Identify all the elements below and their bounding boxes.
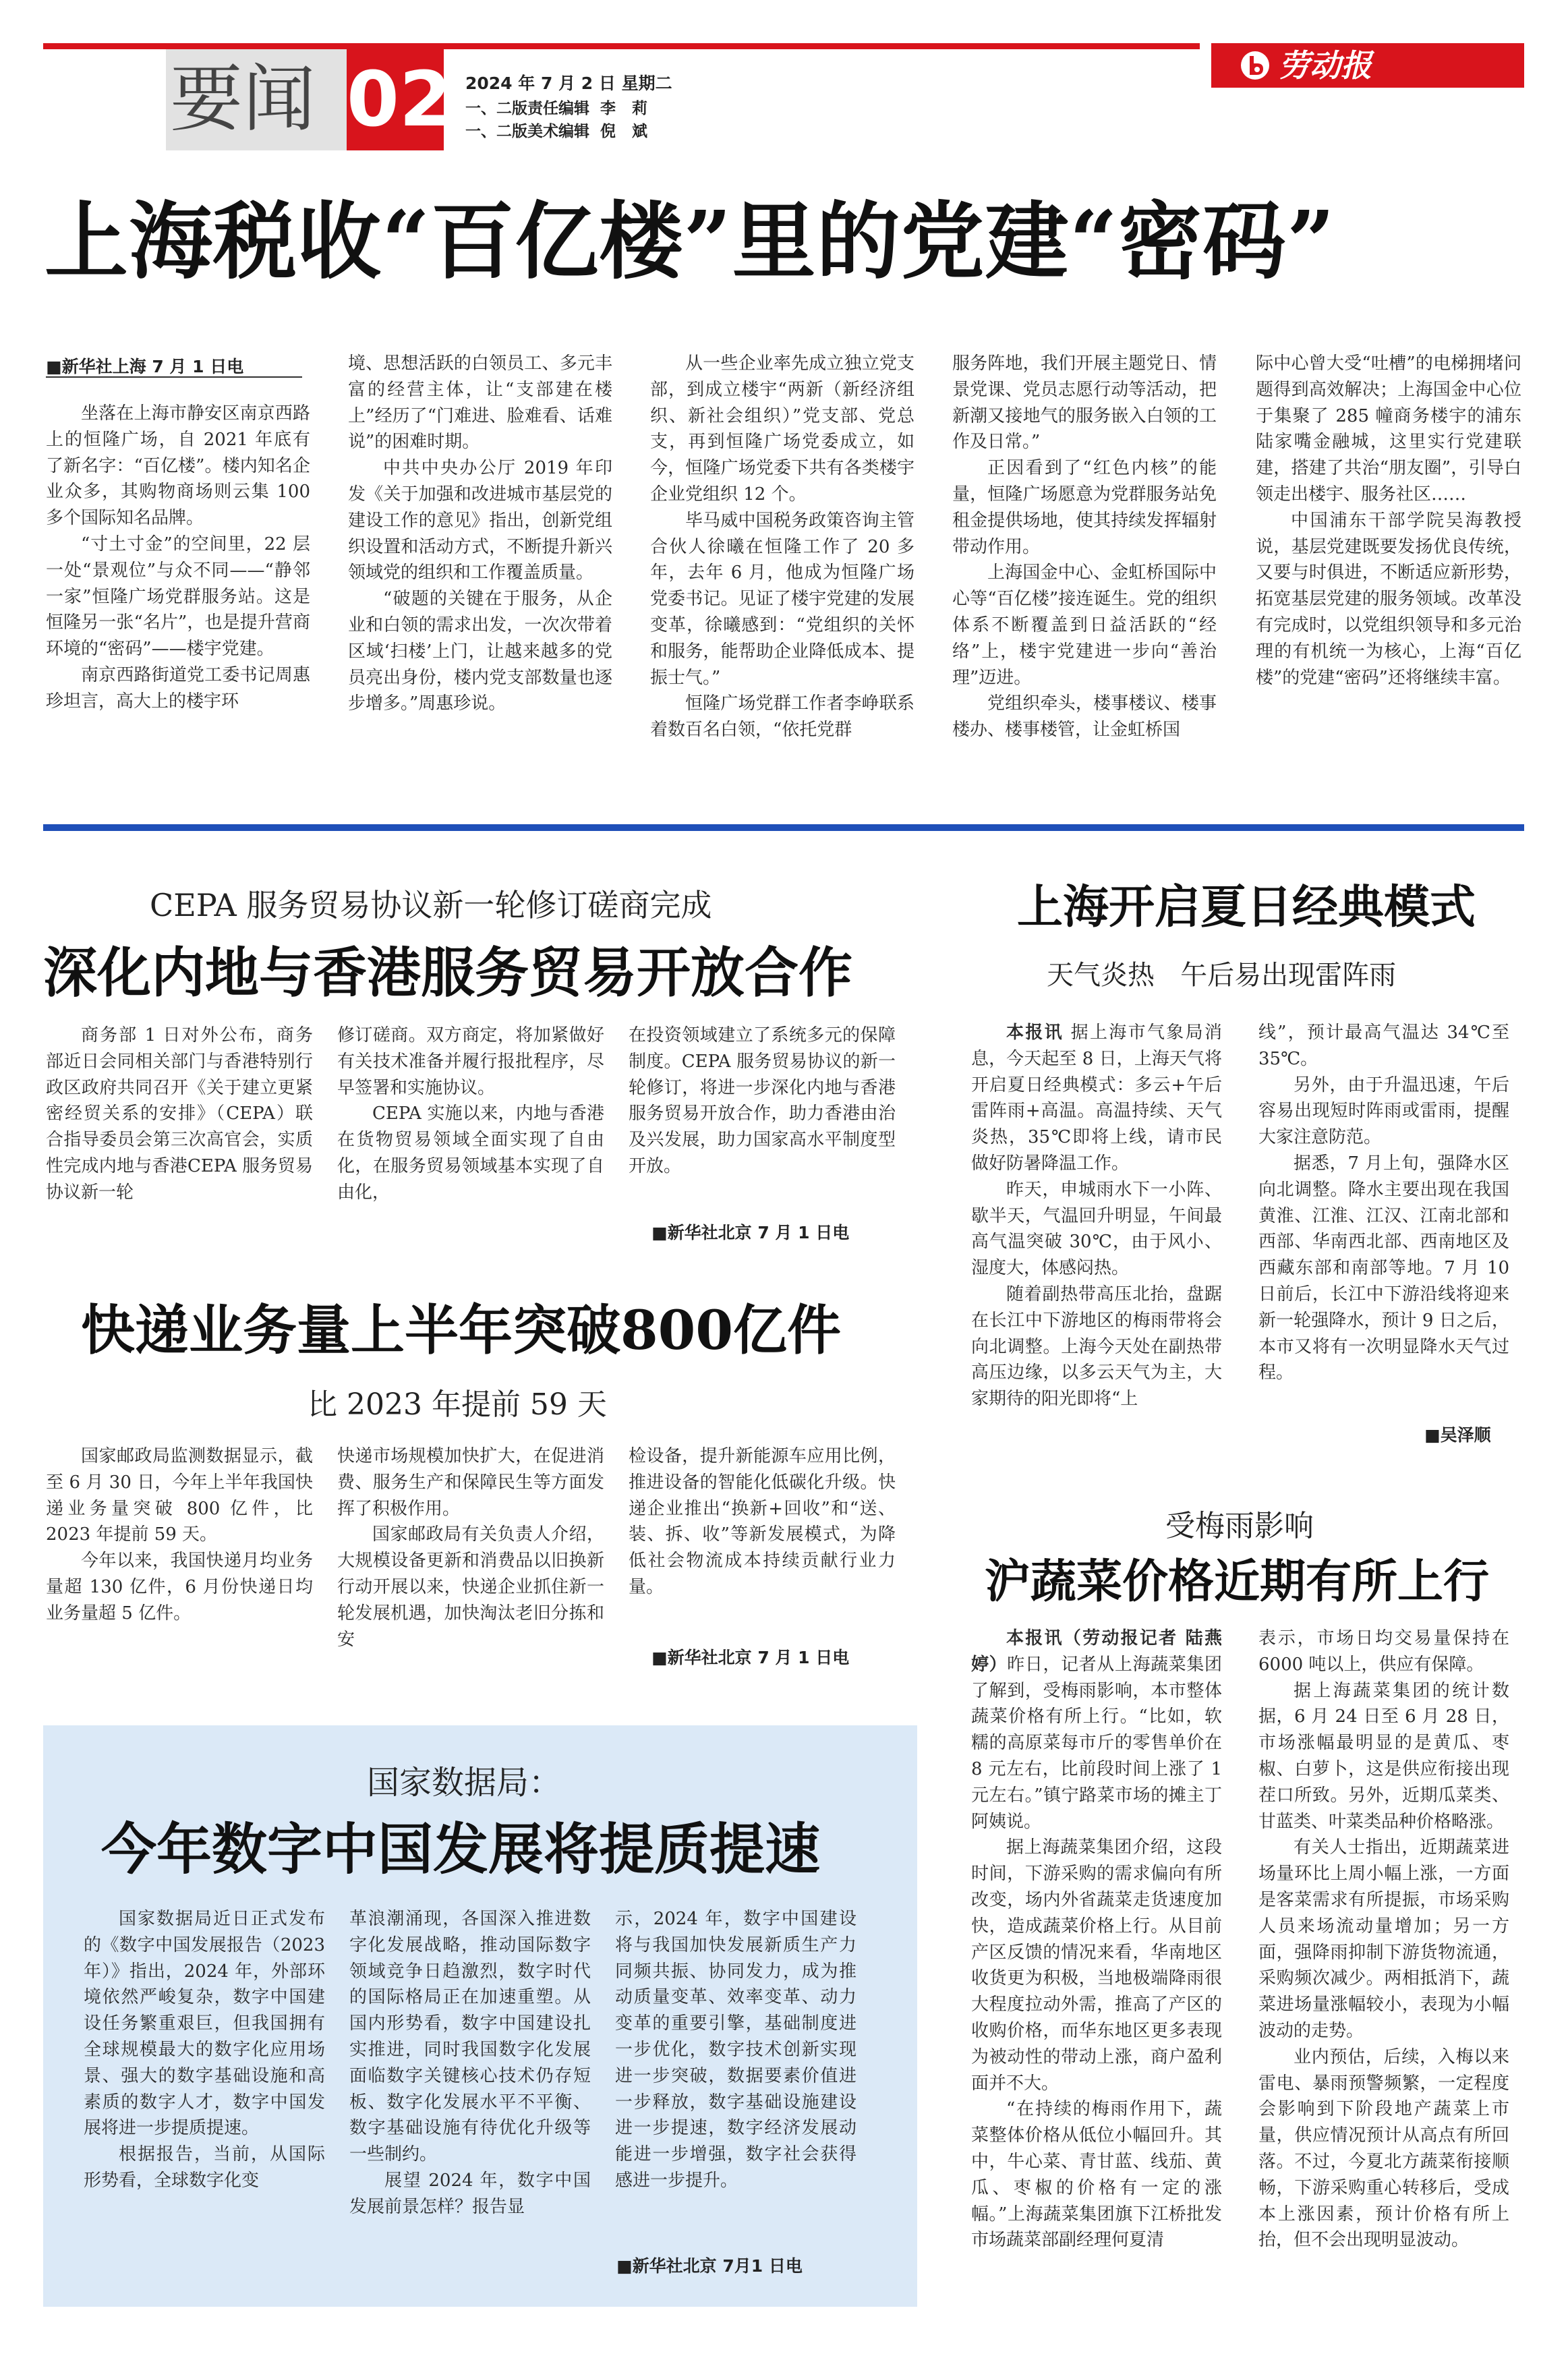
paragraph: 境、思想活跃的白领员工、多元丰富的经营主体，让“支部建在楼上”经历了“门难进、脸难看、话难说”的困难时期。 xyxy=(348,353,612,453)
express-column-2 xyxy=(337,1443,604,1666)
cepa-headline: 深化内地与香港服务贸易开放合作 xyxy=(43,941,852,1004)
digital-dateline: ■新华社北京 7月1 日电 xyxy=(616,2256,803,2276)
express-dateline: ■新华社北京 7 月 1 日电 xyxy=(651,1648,850,1667)
tax-column-5 xyxy=(1256,351,1521,778)
paragraph: 中国浦东干部学院吴海教授说，基层党建既要发扬优良传统，又要与时俱进，不断适应新形势，拓宽基层党建的服务领域。改革没有完成时，以党组织领导和多元治理的有机统一为核心，上海“百亿楼”的党建“密码”还将继续丰富。 xyxy=(1256,510,1521,688)
paragraph: 革浪潮涌现，各国深入推进数字化发展战略，推动国际数字领域竞争日趋激烈，数字时代的国际格局正在加速重塑。从国内形势看，数字中国建设扎实推进，同时我国数字化发展面临数字关键核心技术仍存短板、数字化发展水平不平衡、数字基础设施有待优化升级等一些制约。 xyxy=(349,1909,591,2165)
paragraph: 国家数据局近日正式发布的《数字中国发展报告（2023 年）》指出，2024 年，外部环境依然严峻复杂，数字中国建设任务繁重艰巨，但我国拥有全球规模最大的数字化应用场景、强大的数字基础设施和高素质的数字人才，数字中国发展将进一步提质提速。 xyxy=(84,1909,325,2139)
weather-column-2 xyxy=(1258,1020,1509,1420)
digital-kicker: 国家数据局： xyxy=(367,1764,562,1802)
paragraph: 有关人士指出，近期蔬菜进场量环比上周小幅上涨，一方面是客菜需求有所提振，市场采购人员来场流动量增加；另一方面，强降雨抑制下游货物流通，采购频次减少。两相抵消下，蔬菜进场量涨幅较小，表现为小幅波动的走势。 xyxy=(1258,1837,1509,2041)
paragraph: 业内预估，后续，入梅以来雷电、暴雨预警频繁，一定程度会影响到下阶段地产蔬菜上市量，供应情况预计从高点有所回落。不过，今夏北方蔬菜衔接顺畅，下游采购重心转移后，受成本上涨因素，预计价格有所上抬，但不会出现明显波动。 xyxy=(1258,2046,1509,2251)
paragraph: “破题的关键在于服务，从企业和白领的需求出发，一次次带着区域‘扫楼’上门，让越来越多的党员亮出身份，楼内党支部数量也逐步增多。”周惠珍说。 xyxy=(348,589,612,714)
top-red-rule xyxy=(43,43,1200,49)
paragraph: 中共中央办公厅 2019 年印发《关于加强和改进城市基层党的建设工作的意见》指出，创新党组织设置和活动方式，不断提升新兴领域党的组织和工作覆盖质量。 xyxy=(348,458,612,583)
veg-column-2 xyxy=(1258,1626,1509,2311)
paragraph: 服务阵地，我们开展主题党日、情景党课、党员志愿行动等活动，把新潮又接地气的服务嵌入白领的工作及日常。” xyxy=(952,353,1217,453)
paragraph: 昨天，申城雨水下一小阵、歇半天，气温回升明显，午间最高气温突破 30℃，由于风小、湿度大，体感闷热。 xyxy=(971,1179,1222,1279)
designer-line: 一、二版美术编辑 倪 斌 xyxy=(465,123,648,140)
tax-column-3 xyxy=(650,351,914,778)
paper-name: 劳动报 xyxy=(1279,47,1372,84)
veg-column-1 xyxy=(971,1626,1222,2311)
paragraph: 党组织牵头，楼事楼议、楼事楼办、楼事楼管，让金虹桥国 xyxy=(952,693,1217,741)
weather-headline: 上海开启夏日经典模式 xyxy=(1017,880,1476,934)
laodongbao-logo-icon xyxy=(1240,50,1271,81)
paragraph xyxy=(971,1626,1222,1835)
paragraph: 国家邮政局监测数据显示，截至 6 月 30 日，今年上半年我国快递业务量突破 800 亿件，比 2023 年提前 59 天。 xyxy=(46,1446,313,1545)
page-number: 02 xyxy=(347,56,452,144)
paragraph: 修订磋商。双方商定，将加紧做好有关技术准备并履行报批程序，尽早签署和实施协议。 xyxy=(337,1025,604,1098)
paragraph: 恒隆广场党群工作者李峥联系着数百名白领，“依托党群 xyxy=(650,693,914,741)
paragraph: 表示，市场日均交易量保持在 6000 吨以上，供应有保障。 xyxy=(1258,1628,1509,1675)
tax-column-2 xyxy=(348,351,612,778)
paragraph: 今年以来，我国快递月均业务量超 130 亿件，6 月份快递日均业务量超 5 亿件。 xyxy=(46,1551,313,1624)
paragraph: “寸土寸金”的空间里，22 层一处“景观位”与众不同——“静邻一家”恒隆广场党群服务站。这是恒隆另一张“名片”，也是提升营商环境的“密码”——楼宇党建。 xyxy=(46,534,310,660)
paragraph: 示，2024 年，数字中国建设将与我国加快发展新质生产力同频共振、协同发力，成为推动质量变革、效率变革、动力变革的重要引擎，基础制度进一步优化，数字技术创新实现进一步突破，数据要素价值进一步释放，数字基础设施建设进一步提速，数字经济发展动能进一步增强，数字社会获得感进一步提升。 xyxy=(615,1909,856,2191)
section-name: 要闻 xyxy=(170,57,316,142)
tax-column-1 xyxy=(46,401,310,778)
paragraph: 展望 2024 年，数字中国发展前景怎样？报告显 xyxy=(349,2170,591,2217)
weather-subheadline: 天气炎热 午后易出现雷阵雨 xyxy=(1047,960,1397,991)
paragraph: 国家邮政局有关负责人介绍，大规模设备更新和消费品以旧换新行动开展以来，快递企业抓住新一轮发展机遇，加快淘汰老旧分拣和安 xyxy=(337,1524,604,1650)
paragraph: “在持续的梅雨作用下，蔬菜整体价格从低位小幅回升。其中，牛心菜、青甘蓝、线茄、黄瓜、枣椒的价格有一定的涨幅。”上海蔬菜集团旗下江桥批发市场蔬菜部副经理何夏清 xyxy=(971,2099,1222,2251)
weather-byline: ■吴泽顺 xyxy=(1424,1425,1491,1445)
veg-lead: 本报讯（劳动报记者 陆燕婷） xyxy=(971,1628,1222,1675)
digital-column-3 xyxy=(615,1906,856,2251)
paragraph: CEPA 实施以来，内地与香港在货物贸易领域全面实现了自由化，在服务贸易领域基本实现了自由化， xyxy=(337,1103,604,1203)
paragraph: 据悉，7 月上旬，强降水区向北调整。降水主要出现在我国黄淮、江淮、江汉、江南北部和西部、华南西北部、西南地区及西藏东部和南部等地。7 月 10 日前后，长江中下游沿线将迎来新一轮强降水，预计 9 日之后，本市又将有一次明显降水天气过程。 xyxy=(1258,1153,1509,1383)
veg-headline: 沪蔬菜价格近期有所上行 xyxy=(985,1555,1490,1609)
cepa-kicker: CEPA 服务贸易协议新一轮修订磋商完成 xyxy=(150,887,712,923)
paragraph xyxy=(971,1020,1222,1177)
express-column-3 xyxy=(629,1443,896,1642)
digital-column-1 xyxy=(84,1906,325,2276)
express-column-1 xyxy=(46,1443,313,1666)
cepa-dateline: ■新华社北京 7 月 1 日电 xyxy=(651,1223,850,1242)
tax-column-4 xyxy=(952,351,1217,778)
paragraph: 从一些企业率先成立独立党支部，到成立楼宇“两新（新经济组织、新社会组织）”党支部、党总支，再到恒隆广场党委成立，如今，恒隆广场党委下共有各类楼宇企业党组织 12 个。 xyxy=(650,353,914,505)
express-headline: 快递业务量上半年突破800亿件 xyxy=(81,1298,841,1362)
cepa-column-1 xyxy=(46,1023,313,1240)
section-divider xyxy=(43,824,1524,831)
paragraph: 在投资领域建立了系统多元的保障制度。CEPA 服务贸易协议的新一轮修订，将进一步深化内地与香港服务贸易开放合作，助力香港由治及兴发展，助力国家高水平制度型开放。 xyxy=(629,1025,896,1176)
weather-lead: 本报讯 xyxy=(1006,1023,1064,1043)
paragraph: 根据报告，当前，从国际形势看，全球数字化变 xyxy=(84,2144,325,2191)
express-subheadline: 比 2023 年提前 59 天 xyxy=(308,1387,607,1422)
paragraph: 据上海蔬菜集团的统计数据，6 月 24 日至 6 月 28 日，市场涨幅最明显的是黄瓜、枣椒、白萝卜，这是供应衔接出现茬口所致。另外，近期瓜菜类、甘蓝类、叶菜类品种价格略涨。 xyxy=(1258,1680,1509,1832)
cepa-column-3 xyxy=(629,1023,896,1218)
digital-column-2 xyxy=(349,1906,591,2276)
date-line: 2024 年 7 月 2 日 星期二 xyxy=(465,74,672,93)
paragraph: 毕马威中国税务政策咨询主管合伙人徐曦在恒隆工作了 20 多年，去年 6 月，他成为恒隆广场党委书记。见证了楼宇党建的发展变革，徐曦感到：“党组织的关怀和服务，能帮助企业降低成本、提振士气。” xyxy=(650,510,914,688)
paragraph: 线”，预计最高气温达 34℃至 35℃。 xyxy=(1258,1023,1509,1069)
cepa-column-2 xyxy=(337,1023,604,1240)
editor-line: 一、二版责任编辑 李 莉 xyxy=(465,100,648,117)
paragraph: 快递市场规模加快扩大，在促进消费、服务生产和保障民生等方面发挥了积极作用。 xyxy=(337,1446,604,1519)
paragraph: 上海国金中心、金虹桥国际中心等“百亿楼”接连诞生。党的组织体系不断覆盖到日益活跃的“经络”上，楼宇党建进一步向“善治理”迈进。 xyxy=(952,563,1217,688)
paragraph: 际中心曾大受“吐槽”的电梯拥堵问题得到高效解决；上海国金中心位于集聚了 285 幢商务楼宇的浦东陆家嘴金融城，这里实行党建联建，搭建了共治“朋友圈”，引导白领走出楼宇、服务社区…… xyxy=(1256,353,1521,505)
tax-article-headline: 上海税收“百亿楼”里的党建“密码” xyxy=(45,193,1336,291)
paragraph: 另外，由于升温迅速，午后容易出现短时阵雨或雷雨，提醒大家注意防范。 xyxy=(1258,1074,1509,1148)
tax-article-dateline: ■新华社上海 7 月 1 日电 xyxy=(46,357,244,376)
paragraph: 南京西路街道党工委书记周惠珍坦言，高大上的楼宇环 xyxy=(46,664,310,712)
dateline-rule xyxy=(46,376,302,378)
weather-column-1 xyxy=(971,1020,1222,1457)
paragraph: 商务部 1 日对外公布，商务部近日会同相关部门与香港特别行政区政府共同召开《关于建立更紧密经贸关系的安排》（CEPA）联合指导委员会第三次高官会，实质性完成内地与香港CEPA 服务贸易协议新一轮 xyxy=(46,1025,313,1203)
paragraph: 随着副热带高压北抬，盘踞在长江中下游地区的梅雨带将会向北调整。上海今天处在副热带高压边缘，以多云天气为主，大家期待的阳光即将“上 xyxy=(971,1284,1222,1410)
paragraph-text: 昨日，记者从上海蔬菜集团了解到，受梅雨影响，本市整体蔬菜价格有所上行。“比如，软糯的高原菜每市斤的零售单价在 8 元左右，比前段时间上涨了 1 元左右。”镇宁路菜市场的摊主丁阿姨说。 xyxy=(971,1654,1222,1832)
paragraph: 据上海蔬菜集团介绍，这段时间，下游采购的需求偏向有所改变，场内外省蔬菜走货速度加快，造成蔬菜价格上行。从目前产区反馈的情况来看，华南地区收货更为积极，当地极端降雨很大程度拉动外需，推高了产区的收购价格，而华东地区更多表现为被动性的带动上涨，商户盈利面并不大。 xyxy=(971,1837,1222,2094)
paragraph: 检设备，提升新能源车应用比例，推进设备的智能化低碳化升级。快递企业推出“换新+回收”和“送、装、拆、收”等新发展模式，为降低社会物流成本持续贡献行业力量。 xyxy=(629,1446,896,1597)
digital-headline: 今年数字中国发展将提质提速 xyxy=(101,1817,821,1882)
veg-kicker: 受梅雨影响 xyxy=(1165,1509,1314,1543)
paragraph: 正因看到了“红色内核”的能量，恒隆广场愿意为党群服务站免租金提供场地，使其持续发挥辐射带动作用。 xyxy=(952,458,1217,557)
paragraph-text: 据上海市气象局消息，今天起至 8 日，上海天气将开启夏日经典模式：多云+午后雷阵雨+高温。高温持续、天气炎热，35℃即将上线，请市民做好防暑降温工作。 xyxy=(971,1023,1222,1174)
paragraph: 坐落在上海市静安区南京西路上的恒隆广场，自 2021 年底有了新名字：“百亿楼”。楼内知名企业众多，其购物商场则云集 100 多个国际知名品牌。 xyxy=(46,403,310,529)
